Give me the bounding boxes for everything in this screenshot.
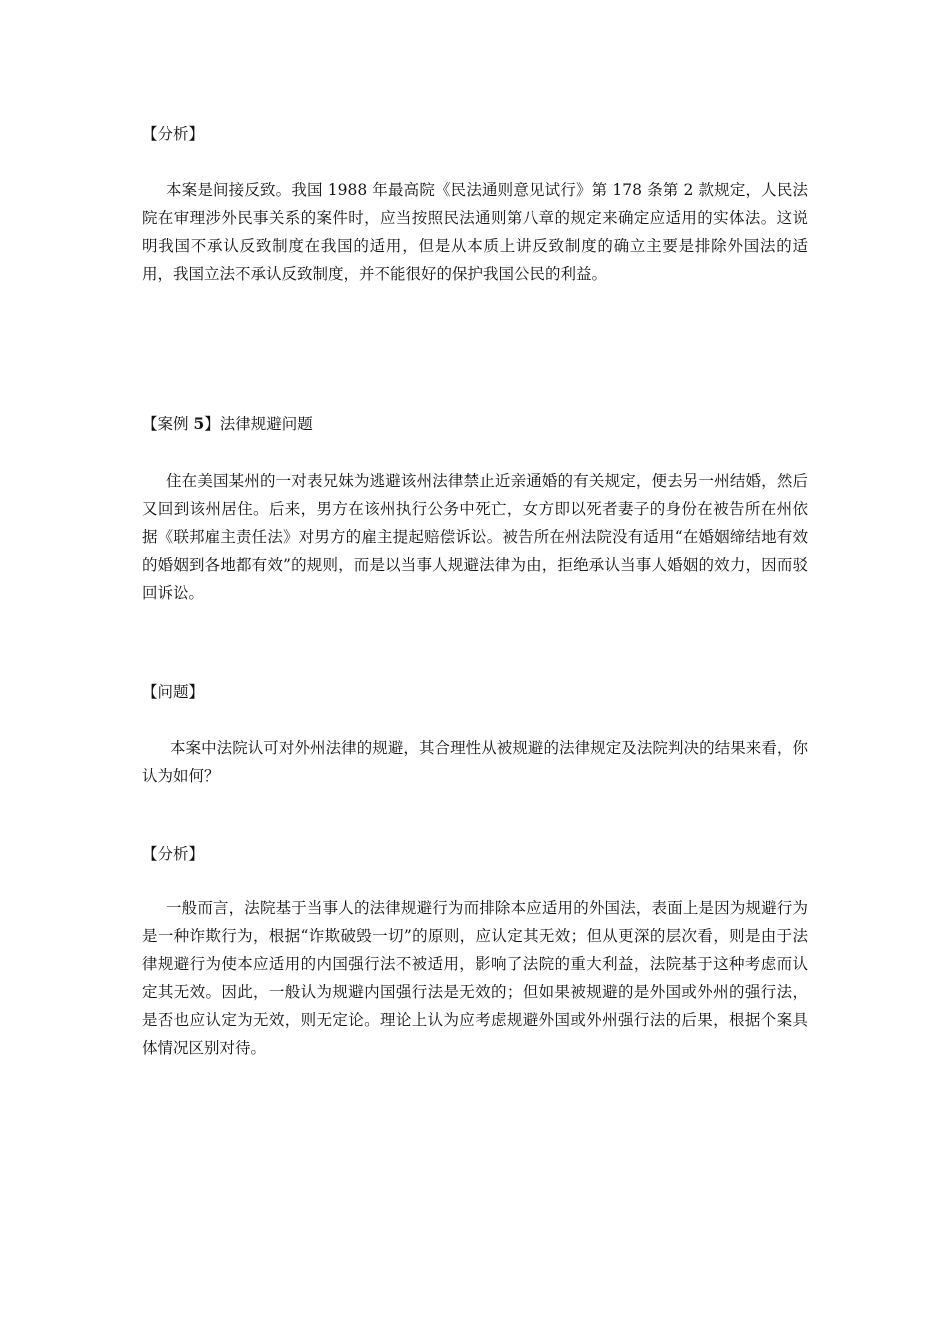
analysis-paragraph-2: 一般而言，法院基于当事人的法律规避行为而排除本应适用的外国法，表面上是因为规避行为是一种诈欺行为，根据“诈欺破毁一切”的原则，应认定其无效；但从更深的层次看，则是由于法律规避行为使本应适用的内国强行法不被适用，影响了法院的重大利益，法院基于这种考虑而认定其无效。因此，一般认为规避内国强行法是无效的；但如果被规避的是外国或外州的强行法，是否也应认定为无效，则无定论。理论上认为应考虑规避外国或外州强行法的后果，根据个案具体情况区别对待。 [142, 899, 808, 1057]
case-5-paragraph: 住在美国某州的一对表兄妹为逃避该州法律禁止近亲通婚的有关规定，便去另一州结婚，然后又回到该州居住。后来，男方在该州执行公务中死亡，女方即以死者妻子的身份在被告所在州依据《联邦雇主责任法》对男方的雇主提起赔偿诉讼。被告所在州法院没有适用“在婚姻缔结地有效的婚姻到各地都有效”的规则，而是以当事人规避法律为由，拒绝承认当事人婚姻的效力，因而驳回诉讼。 [142, 472, 808, 602]
case-5-heading-suffix: 】法律规避问题 [204, 415, 313, 433]
analysis-heading-1: 【分析】 [142, 125, 205, 143]
question-paragraph: 本案中法院认可对外州法律的规避，其合理性从被规避的法律规定及法院判决的结果来看，你认为如何？ [142, 739, 808, 785]
analysis-heading-2: 【分析】 [142, 845, 205, 863]
case-5-heading-number: 5 [193, 414, 205, 433]
case-5-heading-prefix: 【案例 [142, 415, 194, 433]
question-heading: 【问题】 [142, 683, 205, 701]
case-5-heading [142, 410, 808, 438]
analysis-paragraph-1: 本案是间接反致。我国 1988 年最高院《民法通则意见试行》第 178 条第 2 款规定，人民法院在审理涉外民事关系的案件时，应当按照民法通则第八章的规定来确定应适用的实体法。这说明我国不承认反致制度在我国的适用，但是从本质上讲反致制度的确立主要是排除外国法的适用，我国立法不承认反致制度，并不能很好的保护我国公民的利益。 [142, 181, 808, 283]
